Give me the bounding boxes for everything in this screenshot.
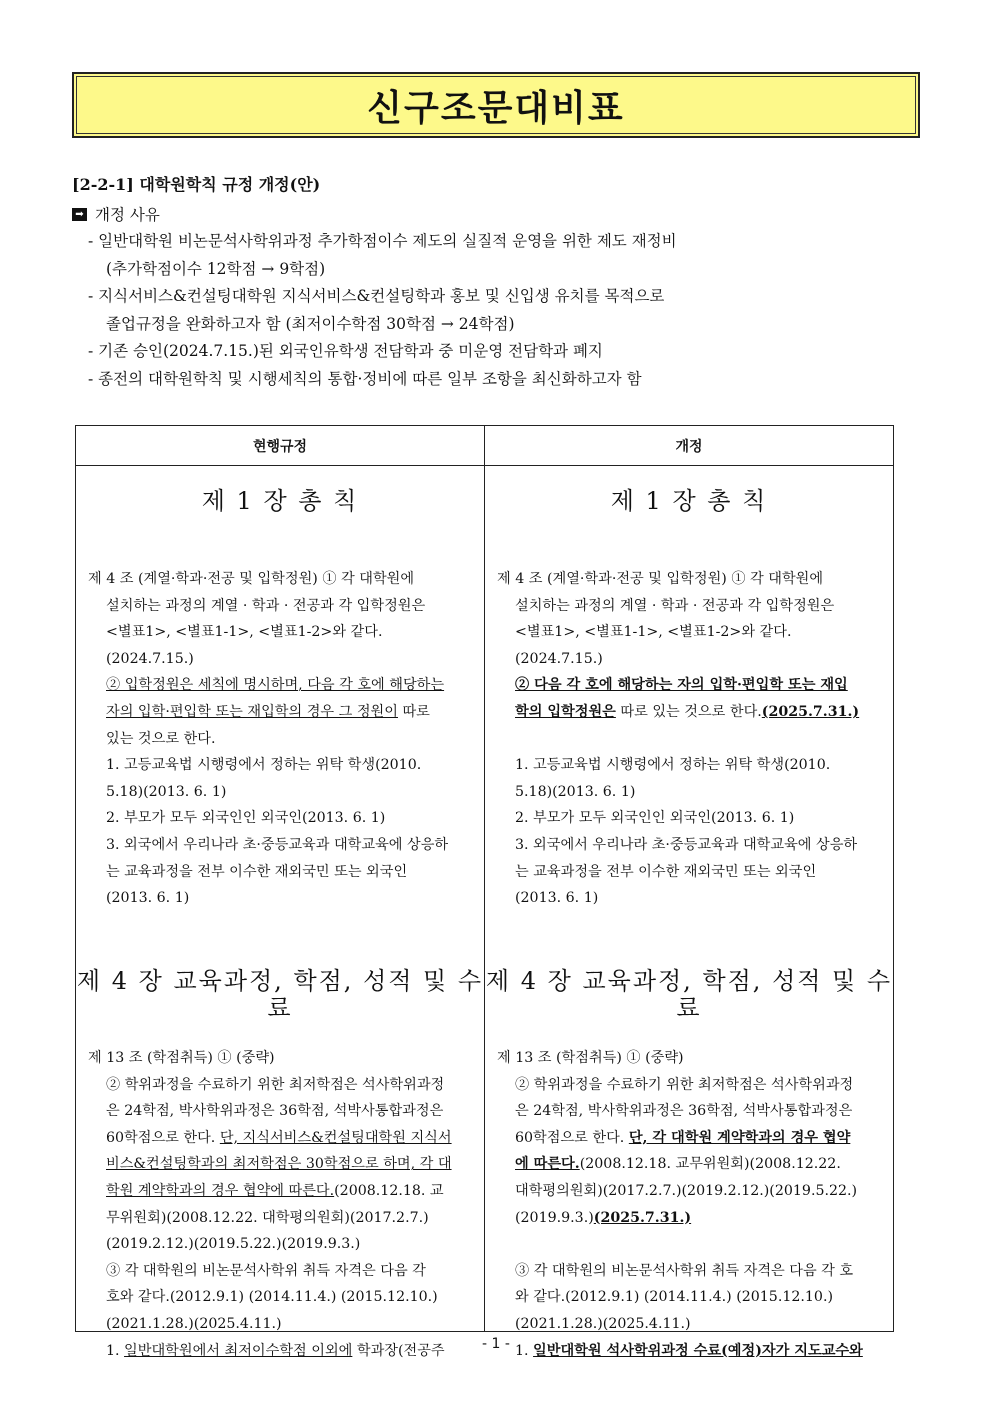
text-line: 1. 고등교육법 시행령에서 정하는 위탁 학생(2010. [515, 757, 831, 774]
text-line: 3. 외국에서 우리나라 초·중등교육과 대학교육에 상응하 [106, 836, 449, 853]
text-line: (2013. 6. 1) [106, 890, 190, 907]
underlined-text: 비스&컨설팅학과의 최저학점은 30학점으로 하며, 각 대 [106, 1156, 452, 1173]
text-span: (2008.12.18. 교무위원회)(2008.12.22. [579, 1156, 841, 1173]
text-line: 무위원회)(2008.12.22. 대학평의원회)(2017.2.7.) [106, 1209, 429, 1226]
text-line [88, 699, 474, 726]
text-line: 호와 같다.(2012.9.1) (2014.11.4.) (2015.12.10.) [106, 1289, 438, 1306]
article-13 [497, 1045, 883, 1364]
text-line [497, 699, 883, 726]
document-title-box [72, 72, 920, 138]
comparison-table [75, 425, 894, 1359]
reason-item-cont: (추가학점이수 12학점 → 9학점) [106, 259, 326, 278]
text-line: 설치하는 과정의 계열 · 학과 · 전공과 각 입학정원은 [106, 597, 426, 614]
text-line: 2. 부모가 모두 외국인인 외국인(2013. 6. 1) [106, 810, 386, 827]
text-line: <별표1>, <별표1-1>, <별표1-2>와 같다. [106, 624, 383, 641]
article-4 [88, 566, 474, 912]
text-line: 대학평의원회)(2017.2.7.)(2019.2.12.)(2019.5.22.) [515, 1182, 858, 1199]
underlined-text: 학원 계약학과의 경우 협약에 따른다. [106, 1182, 335, 1199]
text-span: 1. [515, 1342, 534, 1359]
text-line [497, 1151, 883, 1178]
reason-item: - 지식서비스&컨설팅대학원 지식서비스&컨설팅학과 홍보 및 신입생 유치를 목적으로 [88, 287, 665, 305]
underlined-bold-text: 에 따른다. [515, 1156, 580, 1173]
reason-item: - 기존 승인(2024.7.15.)된 외국인유학생 전담학과 중 미운영 전담학과 폐지 [88, 342, 603, 360]
underlined-bold-text: (2025.7.31.) [761, 703, 860, 720]
text-line: ③ 각 대학원의 비논문석사학위 취득 자격은 다음 각 호 [515, 1262, 854, 1279]
text-line [88, 1151, 474, 1178]
reason-item-cont: 졸업규정을 완화하고자 함 (최저이수학점 30학점 → 24학점) [106, 314, 515, 333]
text-line: (2021.1.28.)(2025.4.11.) [515, 1315, 691, 1332]
text-line [88, 1125, 474, 1152]
underlined-bold-text: ② 다음 각 호에 해당하는 자의 입학·편입학 또는 재입 [515, 677, 848, 694]
text-span: 60학점으로 한다. [106, 1129, 220, 1146]
column-header-revised: 개정 [485, 426, 894, 466]
text-line [88, 672, 474, 699]
revised-rules-cell [485, 466, 894, 1359]
text-line: 5.18)(2013. 6. 1) [106, 783, 227, 800]
text-line: 은 24학점, 박사학위과정은 36학점, 석박사통합과정은 [106, 1103, 444, 1120]
text-line: ② 학위과정을 수료하기 위한 최저학점은 석사학위과정 [106, 1076, 445, 1093]
article-4 [497, 566, 883, 912]
text-line: 제 13 조 (학점취득) ① (중략) [497, 1050, 684, 1066]
chapter-1-heading: 제 1 장 총 칙 [610, 487, 768, 515]
chapter-1-heading: 제 1 장 총 칙 [201, 487, 359, 515]
text-span: 따로 있는 것으로 한다. [615, 703, 762, 720]
text-line [497, 1205, 883, 1232]
chapter-4-heading: 제 4 장 교육과정, 학점, 성적 및 수료 [76, 967, 484, 1022]
reason-heading [72, 203, 160, 225]
text-span: (2008.12.18. 교 [334, 1182, 444, 1199]
text-line: (2024.7.15.) [515, 650, 603, 667]
document-title: 신구조문대비표 [367, 87, 625, 129]
blank-line [497, 1231, 883, 1258]
reason-item: - 일반대학원 비논문석사학위과정 추가학점이수 제도의 실질적 운영을 위한 제도 재정비 [88, 232, 677, 250]
text-span: 학과장(전공주 [352, 1342, 445, 1359]
page-number: - 1 - [482, 1336, 510, 1352]
text-line: ③ 각 대학원의 비논문석사학위 취득 자격은 다음 각 [106, 1262, 426, 1279]
text-line [497, 672, 883, 699]
underlined-bold-text: 일반대학원 석사학위과정 수료(예정)자가 지도교수와 [533, 1342, 863, 1359]
text-line: 5.18)(2013. 6. 1) [515, 783, 636, 800]
text-line: 은 24학점, 박사학위과정은 36학점, 석박사통합과정은 [515, 1103, 853, 1120]
text-line: 는 교육과정을 전부 이수한 재외국민 또는 외국인 [515, 863, 817, 880]
text-span: (2019.9.3.) [515, 1209, 594, 1226]
underlined-text: ② 입학정원은 세칙에 명시하며, 다음 각 호에 해당하는 [106, 677, 445, 694]
text-line: 2. 부모가 모두 외국인인 외국인(2013. 6. 1) [515, 810, 795, 827]
text-line: (2021.1.28.)(2025.4.11.) [106, 1315, 282, 1332]
text-line [497, 1125, 883, 1152]
text-line: 는 교육과정을 전부 이수한 재외국민 또는 외국인 [106, 863, 408, 880]
reason-heading-label: 개정 사유 [95, 206, 160, 224]
text-line: ② 학위과정을 수료하기 위한 최저학점은 석사학위과정 [515, 1076, 854, 1093]
text-line [88, 1178, 474, 1205]
text-span: 60학점으로 한다. [515, 1129, 629, 1146]
text-line: 제 4 조 (계열·학과·전공 및 입학정원) ① 각 대학원에 [88, 571, 415, 587]
text-line: 설치하는 과정의 계열 · 학과 · 전공과 각 입학정원은 [515, 597, 835, 614]
text-line: (2024.7.15.) [106, 650, 194, 667]
text-line: <별표1>, <별표1-1>, <별표1-2>와 같다. [515, 624, 792, 641]
arrow-box-icon: ➡ [72, 208, 87, 221]
underlined-text: 자의 입학·편입학 또는 재입학의 경우 그 정원이 [106, 703, 398, 720]
underlined-text: 일반대학원에서 최저이수학점 이외에 [124, 1342, 353, 1359]
text-span: 1. [106, 1342, 125, 1359]
underlined-bold-text: (2025.7.31.) [593, 1209, 692, 1226]
text-line: 제 13 조 (학점취득) ① (중략) [88, 1050, 275, 1066]
text-line: (2013. 6. 1) [515, 890, 599, 907]
column-header-current: 현행규정 [76, 426, 485, 466]
blank-line [497, 726, 883, 753]
text-line: 제 4 조 (계열·학과·전공 및 입학정원) ① 각 대학원에 [497, 571, 824, 587]
underlined-bold-text: 학의 입학정원은 [515, 703, 616, 720]
text-line: 1. 고등교육법 시행령에서 정하는 위탁 학생(2010. [106, 757, 422, 774]
reason-item: - 종전의 대학원학칙 및 시행세칙의 통합·정비에 따른 일부 조항을 최신화하고자 함 [88, 369, 642, 388]
article-13 [88, 1045, 474, 1364]
text-line: 있는 것으로 한다. [106, 730, 216, 747]
reasons-list [88, 228, 848, 393]
chapter-4-heading: 제 4 장 교육과정, 학점, 성적 및 수료 [485, 967, 893, 1022]
text-line: 와 같다.(2012.9.1) (2014.11.4.) (2015.12.10.) [515, 1289, 834, 1306]
text-span: 따로 [397, 703, 430, 720]
current-rules-cell [76, 466, 485, 1359]
underlined-bold-text: 단, 각 대학원 계약학과의 경우 협약 [628, 1129, 851, 1146]
section-heading: [2-2-1] 대학원학칙 규정 개정(안) [72, 175, 321, 194]
underlined-text: 단, 지식서비스&컨설팅대학원 지식서 [219, 1129, 452, 1146]
text-line: (2019.2.12.)(2019.5.22.)(2019.9.3.) [106, 1236, 361, 1253]
text-line: 3. 외국에서 우리나라 초·중등교육과 대학교육에 상응하 [515, 836, 858, 853]
